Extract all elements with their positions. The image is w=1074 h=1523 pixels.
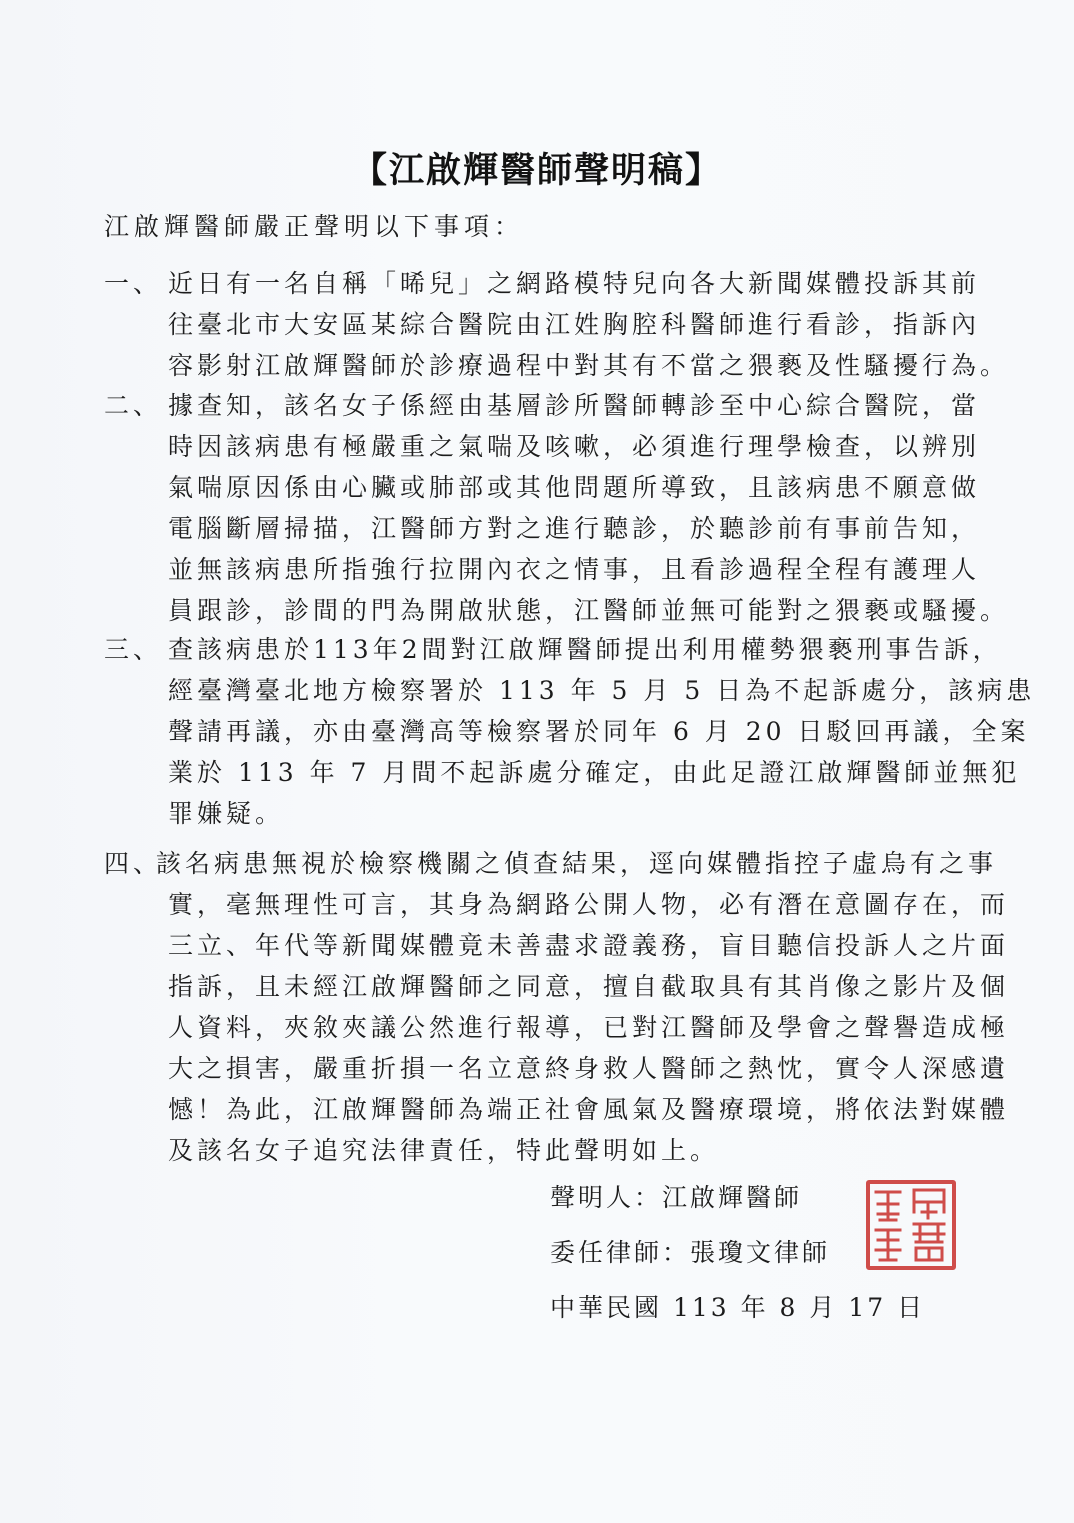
intro-text: 江啟輝醫師嚴正聲明以下事項：: [104, 212, 525, 241]
item-line: 人資料，夾敘夾議公然進行報導，已對江醫師及學會之聲譽造成極: [168, 1013, 1010, 1042]
item-number: 四、: [104, 849, 163, 878]
item-line: 實，毫無理性可言，其身為網路公開人物，必有潛在意圖存在，而: [168, 890, 1010, 919]
item-line: 並無該病患所指強行拉開內衣之情事，且看診過程全程有護理人: [168, 555, 981, 584]
item-line: 往臺北市大安區某綜合醫院由江姓胸腔科醫師進行看診，指訴內: [168, 310, 981, 339]
attorney-line: 委任律師：張瓊文律師: [550, 1238, 831, 1267]
item-number: 三、: [104, 635, 163, 664]
item-line: 氣喘原因係由心臟或肺部或其他問題所導致，且該病患不願意做: [168, 473, 981, 502]
item-line: 三立、年代等新聞媒體竟未善盡求證義務，盲目聽信投訴人之片面: [168, 931, 1010, 960]
item-line: 查該病患於113年2間對江啟輝醫師提出利用權勢猥褻刑事告訴，: [168, 635, 1002, 664]
item-line: 容影射江啟輝醫師於診療過程中對其有不當之猥褻及性騷擾行為。: [168, 351, 1010, 380]
item-line: 電腦斷層掃描，江醫師方對之進行聽診，於聽診前有事前告知，: [168, 514, 981, 543]
seal-glyphs-icon: [870, 1184, 952, 1266]
item-number: 二、: [104, 391, 163, 420]
item-line: 經臺灣臺北地方檢察署於 113 年 5 月 5 日為不起訴處分，該病患: [168, 676, 1036, 705]
item-line: 該名病患無視於檢察機關之偵查結果，逕向媒體指控子虛烏有之事: [156, 849, 998, 878]
item-line: 指訴，且未經江啟輝醫師之同意，擅自截取具有其肖像之影片及個: [168, 972, 1010, 1001]
date-line: 中華民國 113 年 8 月 17 日: [550, 1293, 926, 1322]
item-line: 及該名女子追究法律責任，特此聲明如上。: [168, 1136, 720, 1165]
lawyer-seal-stamp: [866, 1180, 956, 1270]
item-number: 一、: [104, 269, 163, 298]
declarant-line: 聲明人：江啟輝醫師: [550, 1183, 803, 1212]
item-line: 憾！為此，江啟輝醫師為端正社會風氣及醫療環境，將依法對媒體: [168, 1095, 1010, 1124]
item-line: 時因該病患有極嚴重之氣喘及咳嗽，必須進行理學檢查，以辨別: [168, 432, 981, 461]
item-line: 員跟診，診間的門為開啟狀態，江醫師並無可能對之猥褻或騷擾。: [168, 596, 1010, 625]
item-line: 聲請再議，亦由臺灣高等檢察署於同年 6 月 20 日駁回再議，全案: [168, 717, 1030, 746]
item-line: 罪嫌疑。: [168, 799, 285, 828]
item-line: 業於 113 年 7 月間不起訴處分確定，由此足證江啟輝醫師並無犯: [168, 758, 1021, 787]
item-line: 據查知，該名女子係經由基層診所醫師轉診至中心綜合醫院，當: [168, 391, 981, 420]
document-title: 【江啟輝醫師聲明稿】: [351, 150, 722, 191]
item-line: 近日有一名自稱「晞兒」之網路模特兒向各大新聞媒體投訴其前: [168, 269, 981, 298]
item-line: 大之損害，嚴重折損一名立意終身救人醫師之熱忱，實令人深感遺: [168, 1054, 1010, 1083]
